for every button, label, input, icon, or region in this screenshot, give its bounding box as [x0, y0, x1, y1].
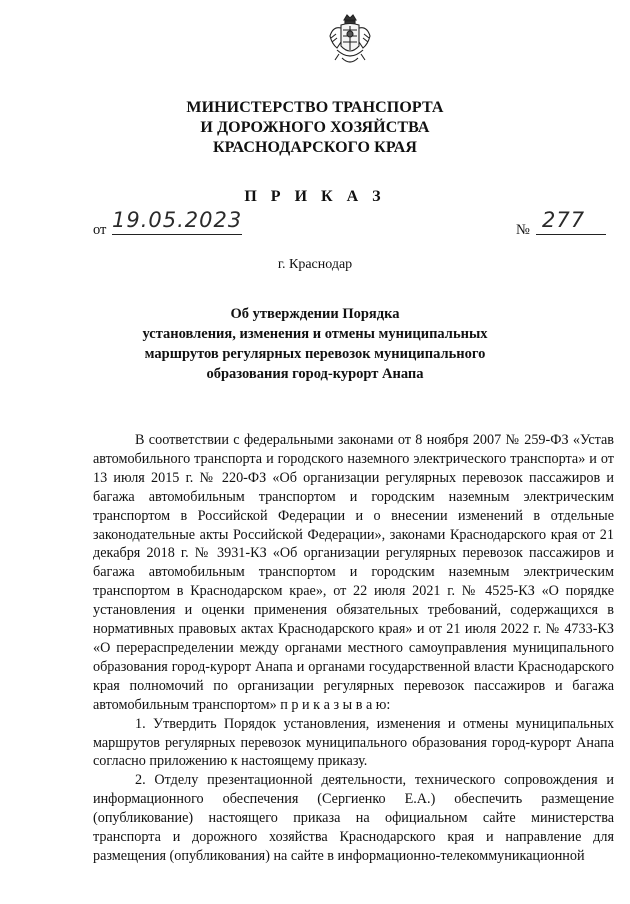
order-title-line: образования город-курорт Анапа	[206, 366, 424, 382]
order-title-line: установления, изменения и отмены муниципальных	[142, 326, 488, 342]
number-prefix: №	[516, 222, 530, 238]
document-type: П Р И К А З	[244, 188, 386, 205]
date-value: 19.05.2023	[112, 208, 243, 232]
order-title	[0, 304, 630, 384]
number-value: 277	[542, 208, 586, 232]
ministry-header-line: И ДОРОЖНОГО ХОЗЯЙСТВА	[200, 119, 430, 136]
preamble-paragraph: В соответствии с федеральными законами от 8 ноября 2007 № 259-ФЗ «Устав автомобильного транспорта и городского наземного электрического транспорта» и от 13 июля 2015 г. № 220-ФЗ «Об организации регулярных перевозок пассажиров и багажа автомобильным транспортом и городским наземным электрическим транспортом в Российской Федерации и о внесении изменений в отдельные законодательные акты Российской Федерации», законами Краснодарского края от 21 декабря 2018 г. № 3931-КЗ «Об организации регулярных перевозок пассажиров и багажа автомобильным транспортом и городским наземным электрическим транспортом в Краснодарском крае», от 22 июля 2021 г. № 4525-КЗ «О порядке установления и оценки применения обязательных требований, содержащихся в нормативных правовых актах Краснодарского края» и от 21 июля 2022 г. № 4733-КЗ «О перераспределении между органами местного самоуправления муниципального образования город-курорт Анапа и органами государственной власти Краснодарского края полномочий по организации регулярных перевозок пассажиров и багажа автомобильным транспортом» п р и к а з ы в а ю:	[93, 432, 614, 713]
date-prefix: от	[93, 222, 107, 238]
coat-of-arms-icon	[327, 12, 373, 68]
city-label: г. Краснодар	[277, 257, 353, 272]
order-body	[93, 431, 614, 866]
ministry-header	[0, 98, 630, 158]
date-field	[112, 208, 242, 235]
order-title-line: Об утверждении Порядка	[230, 306, 400, 322]
ministry-header-line: МИНИСТЕРСТВО ТРАНСПОРТА	[186, 99, 444, 116]
order-item-2: 2. Отделу презентационной деятельности, технического сопровождения и информационного обеспечения (Сергиенко Е.А.) обеспечить размещение (опубликование) настоящего приказа на официальном сайте министерства транспорта и дорожного хозяйства Краснодарского края и направление для размещения (опубликования) на сайте в информационно-телекоммуникационной	[93, 772, 614, 864]
order-title-line: маршрутов регулярных перевозок муниципального	[144, 346, 486, 362]
order-item-1: 1. Утвердить Порядок установления, изменения и отмены муниципальных маршрутов регулярных перевозок муниципального образования город-курорт Анапа согласно приложению к настоящему приказу.	[93, 715, 614, 770]
number-field	[536, 208, 606, 235]
ministry-header-line: КРАСНОДАРСКОГО КРАЯ	[212, 139, 418, 156]
